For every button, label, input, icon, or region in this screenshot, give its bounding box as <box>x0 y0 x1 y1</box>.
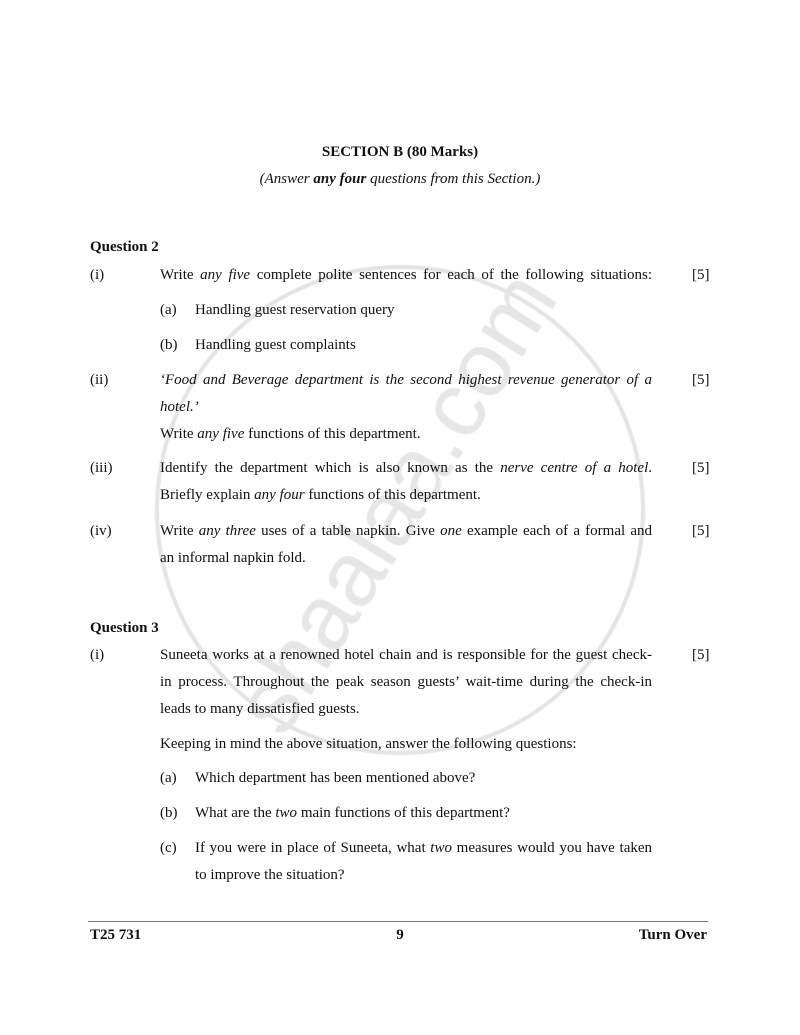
marks: [5] <box>692 523 710 539</box>
part-quote: ‘Food and Beverage department is the second highest revenue generator of a <box>160 372 652 388</box>
part-text: Briefly explain any four functions of this department. <box>160 487 481 503</box>
footer-divider <box>88 921 708 922</box>
part-label: (ii) <box>90 372 109 388</box>
subpart-label: (b) <box>160 337 178 353</box>
marks: [5] <box>692 647 710 663</box>
part-text: an informal napkin fold. <box>160 550 306 566</box>
question-2-title: Question 2 <box>90 239 159 255</box>
part-text: Write any three uses of a table napkin. Give one example each of a formal and <box>160 523 653 539</box>
part-text: in process. Throughout the peak season guests’ wait-time during the check-in <box>160 674 652 690</box>
section-instruction: (Answer any four questions from this Section.) <box>259 171 541 187</box>
part-label: (iii) <box>90 460 113 476</box>
part-label: (i) <box>90 647 105 663</box>
question-3-title: Question 3 <box>90 620 159 636</box>
page-number: 9 <box>396 927 404 943</box>
subpart-text: Handling guest reservation query <box>195 302 395 318</box>
subpart-label: (a) <box>160 770 177 786</box>
subpart-label: (a) <box>160 302 177 318</box>
footer-code: T25 731 <box>90 927 142 943</box>
part-text: Write any five complete polite sentences for each of the following situations: <box>160 267 652 283</box>
subpart-text: Handling guest complaints <box>195 337 356 353</box>
part-label: (i) <box>90 267 105 283</box>
marks: [5] <box>692 460 710 476</box>
section-title: SECTION B (80 Marks) <box>321 144 479 160</box>
marks: [5] <box>692 267 710 283</box>
subpart-text: Which department has been mentioned above? <box>195 770 476 786</box>
part-text: leads to many dissatisfied guests. <box>160 701 360 717</box>
subpart-text: What are the two main functions of this department? <box>195 805 510 821</box>
part-text: Write any five functions of this department. <box>160 426 421 442</box>
marks: [5] <box>692 372 710 388</box>
part-prompt: Keeping in mind the above situation, answer the following questions: <box>160 736 577 752</box>
subpart-label: (c) <box>160 840 177 856</box>
part-text: Suneeta works at a renowned hotel chain and is responsible for the guest check- <box>160 647 652 663</box>
footer-turn-over: Turn Over <box>638 927 707 943</box>
subpart-text: If you were in place of Suneeta, what two measures would you have taken <box>195 840 653 856</box>
part-text: Identify the department which is also known as the nerve centre of a hotel. <box>160 460 652 476</box>
part-label: (iv) <box>90 523 112 539</box>
part-quote-cont: hotel.’ <box>160 399 199 415</box>
subpart-text: to improve the situation? <box>195 867 345 883</box>
subpart-label: (b) <box>160 805 178 821</box>
